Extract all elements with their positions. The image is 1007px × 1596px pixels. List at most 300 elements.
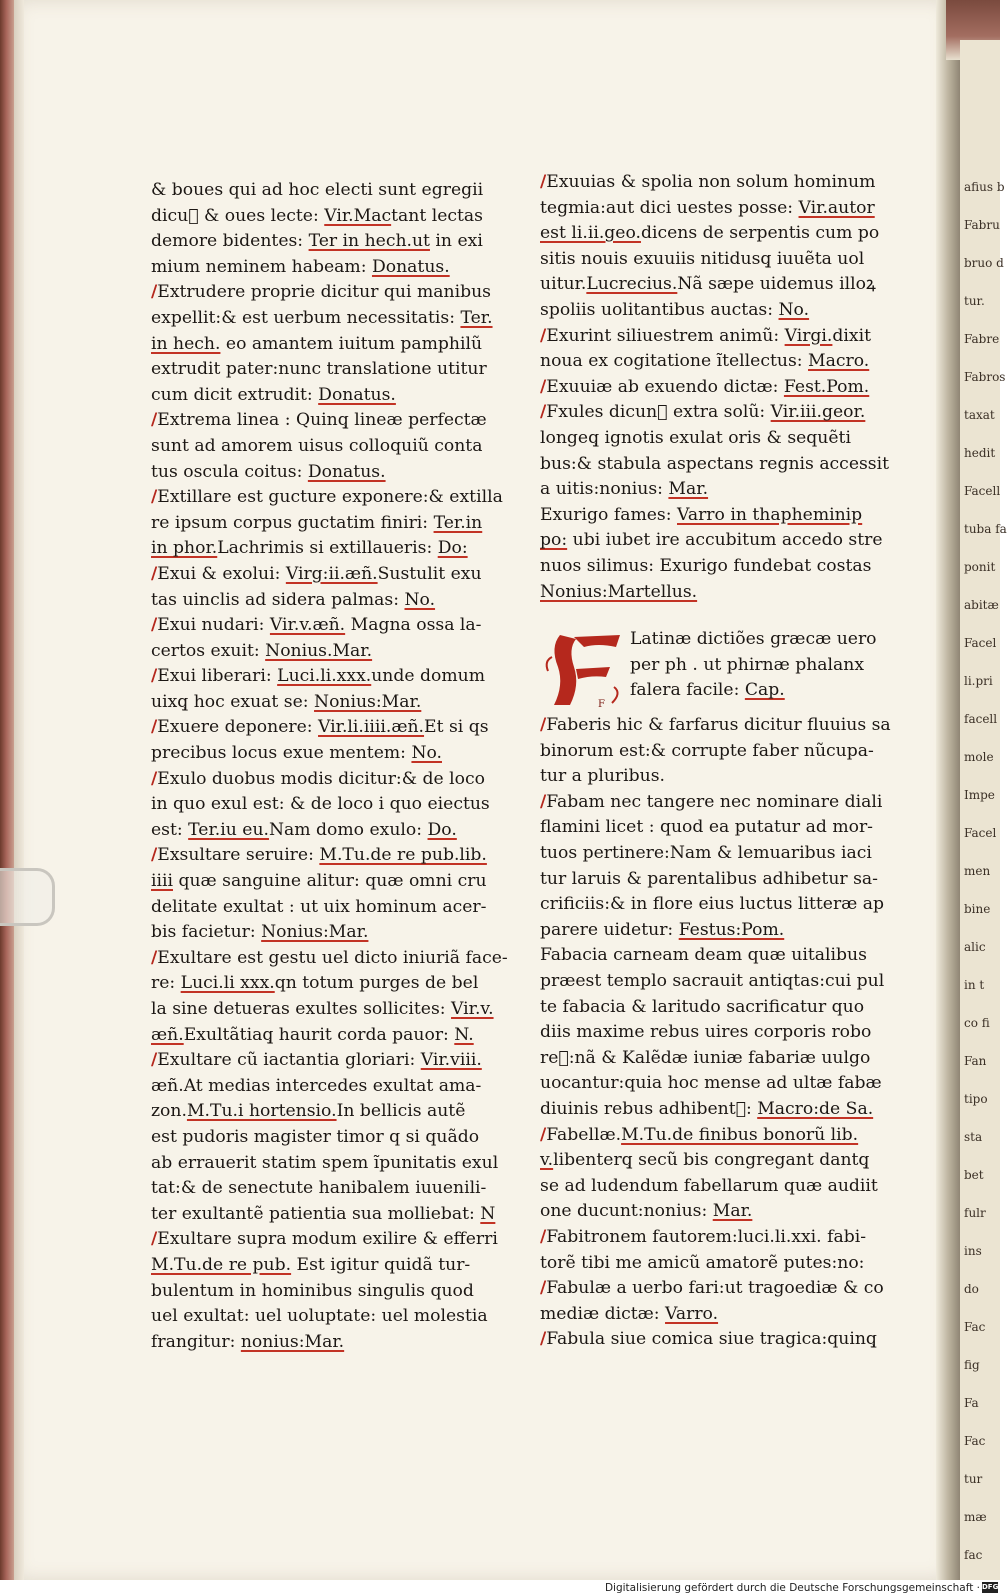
text-segment: Exurigo fames: [540,504,677,525]
right-column-upper-entries [540,170,900,605]
text-segment: a uitis:nonius: [540,479,669,500]
text-segment: bus:& stabula aspectans regnis accessit [540,453,890,474]
text-segment: in quo exul est: & de loco i quo eiectus [151,794,490,815]
text-line [151,997,501,1023]
text-line [151,280,501,306]
adjacent-page-fragment: Fan [964,1054,987,1068]
text-line [540,1199,900,1225]
text-segment: Exuuias & spolia non solum hominum [546,172,876,192]
source-reference: M.Tu.de finibus bonorũ lib. [621,1124,859,1145]
text-segment: ter exultantẽ patientia sua molliebat: [151,1203,481,1224]
initial-paragraph-text [630,627,877,704]
paragraph-mark-icon: / [540,715,547,736]
adjacent-page-fragment: li.pri [964,674,993,688]
text-line [540,1097,900,1123]
text-line [151,664,501,690]
paragraph-mark-icon: / [540,1278,547,1299]
text-segment: crificiis:& in flore eius luctus litteræ ap [540,894,885,915]
paragraph-mark-icon: / [540,376,547,397]
text-segment: Exulo duobus modis dicitur:& de loco [157,768,485,789]
source-reference: est li.ii.geo. [540,223,641,244]
text-line [540,272,900,298]
adjacent-page-fragment: bruo d [964,256,1004,270]
adjacent-page-fragment: tur [964,1472,983,1486]
text-line [540,477,900,503]
text-segment: Extrema linea : Quinq̧ lineæ perfectæ [157,410,487,431]
source-reference: N [480,1203,496,1224]
text-segment: tur laruis & parentalibus adhibetur sa- [540,868,878,889]
source-reference: Luci.li.xxx. [277,666,372,687]
source-reference: Ter. [460,307,493,328]
text-line [151,1023,501,1049]
text-segment: falera facile: [630,680,745,701]
text-line [540,841,900,867]
paragraph-mark-icon: / [151,487,158,508]
text-segment: Fabula siue comica siue tragica:quinq̧ [546,1329,877,1350]
adjacent-page-fragment: sta [964,1130,983,1144]
text-line [540,713,900,739]
source-reference: Nonius:Mar. [261,922,369,943]
text-segment: te fabacia & laritudo sacrificatur quo [540,996,865,1017]
text-segment: torẽ tibi me amicũ amatorẽ putes:no: [540,1252,865,1273]
text-segment: tuos pertinere:Nam & lemuaribus iaci [540,843,872,864]
text-segment: diuinis rebus adhibentᷓ: [540,1099,758,1119]
paragraph-mark-icon: / [540,791,547,812]
text-segment: certos exuit: [151,640,266,661]
source-reference: in hech. [151,333,221,354]
text-line [151,1304,501,1330]
text-segment: uixq̧ hoc exuat se: [151,691,315,712]
text-segment: spoliis uolitantibus auctas: [540,299,779,320]
text-line [151,1227,501,1253]
right-text-column [540,170,900,1353]
text-line [151,229,501,255]
text-segment: Fabitronem fautorem:luci.li.xxi. fabi- [546,1226,867,1247]
text-segment: one ducunt:nonius: [540,1201,713,1222]
text-segment: Nam domo exulo: [268,819,428,840]
text-segment: Exultare supra modum exilire & efferri [157,1229,498,1250]
right-column-lower-entries [540,713,900,1353]
text-line [151,357,501,383]
text-line [151,536,501,562]
adjacent-page-fragment: Facel [964,636,997,650]
adjacent-page-fragment: bet [964,1168,984,1182]
text-segment: se ad ludendum fabellarum quæ audiit [540,1175,878,1196]
source-reference: Do. [427,819,457,840]
text-line [630,653,877,679]
text-segment: unde domum [371,666,486,687]
adjacent-page-fragment: Fac [964,1320,986,1334]
text-line [540,918,900,944]
text-line [151,690,501,716]
paragraph-mark-icon: / [540,172,547,192]
source-reference: Donatus. [307,461,386,482]
text-line [151,178,501,204]
text-line [151,613,501,639]
source-reference: Varro. [665,1303,719,1324]
adjacent-page-fragment: fig [964,1358,980,1372]
source-reference: Mar. [712,1201,753,1222]
text-line [151,588,501,614]
text-segment: per ph . ut phirnæ phalanx [630,654,865,675]
paragraph-mark-icon: / [151,768,158,789]
text-segment: Nã sæpe uidemus illoꝝ [677,274,876,295]
text-segment: uitur. [540,274,587,295]
text-segment: eo amantem iuitum pamphilũ [220,333,483,354]
text-segment: & boues qui ad hoc electi sunt egregii [151,180,484,200]
text-segment: Exurint siliuestrem animũ: [546,325,785,346]
text-segment: binorum est:& corrupte faber nũcupa- [540,740,874,761]
text-line [540,221,900,247]
adjacent-page-fragment: mæ [964,1510,987,1524]
text-segment: dicuᷓ & oues lecte: [151,205,325,226]
adjacent-page-fragment: Facell [964,484,1001,498]
text-segment: parere uidetur: [540,919,679,940]
text-segment: In bellicis autẽ [336,1101,466,1122]
text-line [540,790,900,816]
text-line [540,349,900,375]
text-line [151,460,501,486]
text-line [540,943,900,969]
text-segment: demore bidentes: [151,231,309,252]
text-segment: Exsultare seruire: [157,845,320,866]
text-segment: la sine detueras exultes sollicites: [151,999,452,1019]
source-reference: Fest.Pom. [783,376,870,397]
text-segment: qn totum purges de bel [274,973,479,994]
text-segment: Et si qs [424,717,489,738]
text-segment: uel exultat: uel uoluptate: uel molestia [151,1306,488,1327]
source-reference: Vir.Mac [324,205,392,226]
text-segment: noua ex cogitatione ĩtellectus: [540,351,809,372]
text-segment: Exultãtiaq̧ haurit corda pauor: [183,1024,455,1045]
text-line [540,815,900,841]
text-line [151,1253,501,1279]
text-segment: mium neminem habeam: [151,256,372,277]
text-segment: nuos silimus: Exurigo fundebat costas [540,555,872,576]
text-segment: dicens de serpentis cum po [640,223,880,244]
text-segment: extrudit pater:nunc translatione utitur [151,359,487,380]
text-line [151,332,501,358]
text-line [151,818,501,844]
text-segment: Exuere deponere: [157,717,319,738]
initial-letter-text: F [598,699,605,711]
text-line [540,1276,900,1302]
source-reference: Cap. [744,680,785,701]
text-segment: ab errauerit statim spem ĩpunitatis exul [151,1152,499,1173]
text-segment: mediæ dictæ: [540,1303,666,1324]
text-segment: re ipsum corpus guctatim finiri: [151,512,434,533]
text-line [151,1279,501,1305]
adjacent-page-fragment: Fabre [964,332,1000,346]
text-line [540,580,900,606]
text-segment: Exui liberari: [157,666,278,687]
text-segment: expellit:& est uerbum necessitatis: [151,307,461,328]
source-reference: Mar. [668,479,709,500]
text-line [151,715,501,741]
text-segment: Extillare est gucture exponere:& extilla [157,487,503,508]
source-reference: po: [540,530,568,551]
text-line [151,792,501,818]
adjacent-page-fragment: taxat [964,408,995,422]
text-line [540,1123,900,1149]
source-reference: Vir.viii. [420,1050,482,1071]
text-line [151,869,501,895]
page-clip [0,868,55,926]
text-segment: sunt ad amorem uisus colloquiũ conta [151,435,483,456]
source-reference: M.Tu.de re pub.lib. [319,845,487,866]
text-segment: sitis nouis exuuiis nitidusq̧ iuuẽta uol [540,248,865,269]
book-fore-edge [0,0,14,1580]
text-line [151,767,501,793]
text-segment: Fabellæ. [546,1124,622,1145]
adjacent-page-fragment: fulr [964,1206,986,1220]
text-segment: uocantur:quia hoc mense ad ultæ fabæ [540,1073,882,1094]
adjacent-page-fragment: fac [964,1548,983,1562]
text-line [630,678,877,704]
text-line [151,562,501,588]
paragraph-mark-icon: / [540,325,547,346]
text-segment: bulentum in hominibus singulis quod [151,1280,474,1301]
source-reference: æñ. [151,1024,184,1045]
adjacent-page-fragment: Fac [964,1434,986,1448]
text-segment: Faberis hic & farfarus dicitur fluuius sa [546,715,891,736]
text-line [151,408,501,434]
source-reference: Virg:ii.æñ. [285,563,378,584]
text-segment: præest templo sacrauit antiqtas:cui pul [540,971,885,992]
adjacent-page-fragment: tur. [964,294,985,308]
text-line [151,1048,501,1074]
text-segment: Fabacia carneam deam quæ uitalibus [540,945,867,966]
text-segment: quæ sanguine alitur: quæ omni cru [173,871,487,892]
paragraph-mark-icon: / [151,615,158,636]
adjacent-page-fragment: abitæ [964,598,999,612]
text-line [540,298,900,324]
source-reference: Luci.li xxx. [180,973,275,994]
text-line [540,1251,900,1277]
text-line [151,511,501,537]
source-reference: Festus:Pom. [678,919,785,940]
adjacent-page-fragment: do [964,1282,979,1296]
source-reference: Ter.in [433,512,483,533]
source-reference: Donatus. [318,384,396,405]
text-line [540,969,900,995]
text-line [151,434,501,460]
source-reference: Macro. [808,351,870,372]
source-reference: Vir.v. [451,999,494,1019]
paragraph-mark-icon: / [540,1329,547,1350]
adjacent-page-fragment: mole [964,750,994,764]
text-segment: Fabam nec tangere nec nominare diali [546,791,883,812]
text-segment: Exultare est gestu uel dicto iniuriã face- [157,947,508,968]
text-line [540,400,900,426]
book-gutter [936,0,960,1580]
dfg-logo: DFG [982,1583,999,1591]
source-reference: M.Tu.i hortensio. [186,1101,337,1122]
adjacent-page-fragment: tipo [964,1092,988,1106]
text-line [151,383,501,409]
adjacent-page-fragment: hedit [964,446,996,460]
source-reference: Ter.iu eu. [188,819,269,840]
source-reference: Vir.autor [798,197,875,218]
text-segment: Est igitur quidã tur- [291,1254,471,1275]
text-line [540,1225,900,1251]
source-reference: Varro in thapheminip [677,504,863,525]
text-line [151,1099,501,1125]
source-reference: No. [778,299,810,320]
text-line [151,741,501,767]
text-segment: reᷓ:nã & Kalẽdæ iuniæ fabariæ uulgo [540,1047,871,1068]
adjacent-page-fragment: Fabru [964,218,1000,232]
text-segment: tat:& de senectute hanibalem iuuenili- [151,1178,487,1199]
initial-letter-paragraph [540,627,900,713]
text-line [540,764,900,790]
paragraph-mark-icon: / [151,717,158,738]
text-segment: Exuuiæ ab exuendo dictæ: [546,376,784,397]
text-segment: Latinæ dictiões græcæ uero [630,629,877,650]
text-line [151,971,501,997]
adjacent-page-fragment: Fa [964,1396,979,1410]
text-segment: tur a pluribus. [540,766,666,787]
text-line [540,892,900,918]
adjacent-page-fragment: ins [964,1244,982,1258]
text-line [151,920,501,946]
paragraph-mark-icon: / [151,1050,158,1071]
text-line [151,1176,501,1202]
text-line [540,1046,900,1072]
source-reference: v. [540,1150,554,1171]
source-reference: No. [411,743,442,764]
text-segment: Magna ossa la- [345,615,482,636]
text-segment: flamini licet : quod ea putatur ad mor- [540,817,873,838]
text-line [540,1020,900,1046]
adjacent-page-fragment: Impe [964,788,995,802]
source-reference: Nonius:Martellus. [540,581,698,602]
text-segment: longeq̧ ignotis exulat oris & sequẽti [540,427,851,448]
footer-credit: Digitalisierung gefördert durch die Deutsche Forschungsgemeinschaft · [604,1582,980,1594]
text-line [540,247,900,273]
adjacent-page-fragment: men [964,864,991,878]
text-segment: est pudoris magister timor q si quãdo [151,1126,480,1147]
source-reference: Nonius.Mar. [265,640,373,661]
source-reference: Vir.iii.geor. [770,402,866,423]
text-line [151,485,501,511]
page-stack-left [14,0,24,1580]
text-line [540,867,900,893]
text-line [540,995,900,1021]
text-segment: in exi [429,231,483,252]
text-segment: Exultare cũ iactantia gloriari: [157,1050,421,1071]
text-segment: Exui nudari: [157,615,270,636]
text-line [151,306,501,332]
text-line [540,1071,900,1097]
paragraph-mark-icon: / [151,666,158,687]
text-line [151,255,501,281]
text-segment: re: [151,973,181,994]
paragraph-mark-icon: / [151,563,158,584]
source-reference: No. [404,589,436,610]
text-segment: tas uinclis ad sidera palmas: [151,589,405,610]
text-segment: Sustulit exu [377,563,482,584]
source-reference: Vir.v.æñ. [269,615,346,636]
text-line [151,895,501,921]
text-segment: dixit [832,325,872,346]
source-reference: Vir.li.iiii.æñ. [318,717,425,738]
source-reference: in phor. [151,538,218,559]
text-line [540,739,900,765]
text-line [540,375,900,401]
text-segment: tant lectas [391,205,483,226]
paragraph-mark-icon: / [151,410,158,431]
adjacent-page-fragment: ponit [964,560,996,574]
source-reference: iiii [151,871,173,892]
text-segment: diis maxime rebus uires corporis robo [540,1022,872,1043]
text-line [151,639,501,665]
paragraph-mark-icon: / [151,1229,158,1250]
adjacent-page-fragment: bine [964,902,991,916]
decorated-initial-f-icon [540,627,626,713]
text-segment: zon. [151,1101,187,1122]
text-line [540,1148,900,1174]
text-segment: Lachrimis si extillaueris: [217,538,438,559]
text-segment: ubi iubet ire accubitum accedo stre [567,530,883,551]
text-segment: precibus locus exue mentem: [151,743,412,764]
adjacent-page-fragment: Facel [964,826,997,840]
text-line [540,503,900,529]
source-reference: Donatus. [371,256,450,277]
paragraph-mark-icon: / [540,1226,547,1247]
text-line [151,946,508,972]
text-line [540,170,900,196]
text-line [151,204,501,230]
text-segment: æñ.At medias intercedes exultat ama- [151,1075,482,1096]
adjacent-page-fragment: Fabros [964,370,1006,384]
left-text-column [151,178,508,1355]
adjacent-page-fragment: tuba fa [964,522,1007,536]
text-segment: cum dicit extrudit: [151,384,319,405]
text-line [151,1074,501,1100]
text-segment: tus oscula coitus: [151,461,308,482]
paragraph-mark-icon: / [540,402,547,423]
text-line [540,426,900,452]
text-segment: Exui & exolui: [157,563,286,584]
text-line [540,1174,900,1200]
source-reference: Virgi. [784,325,833,346]
adjacent-page-margin [960,40,1007,1580]
text-segment: frangitur: [151,1331,241,1352]
text-line [540,324,900,350]
source-reference: Macro:de Sa. [757,1099,874,1119]
text-segment: libenterq̧ secũ bis congregant dantq̧ [553,1150,870,1171]
text-line [151,843,501,869]
adjacent-page-fragment: co fi [964,1016,990,1030]
source-reference: Do: [437,538,468,559]
text-line [630,627,877,653]
text-segment: est: [151,819,189,840]
text-line [540,1327,900,1353]
text-line [151,1202,501,1228]
text-line [151,1125,501,1151]
text-segment: Fabulæ a uerbo fari:ut tragoediæ & co [546,1278,884,1299]
source-reference: Nonius:Mar. [314,691,422,712]
text-segment: tegmia:aut dici uestes posse: [540,197,799,218]
text-segment: Fxules dicunᷓ extra solũ: [546,402,771,423]
text-line [151,1330,501,1356]
book-page [24,0,956,1580]
text-line [540,554,900,580]
paragraph-mark-icon: / [151,282,158,303]
paragraph-mark-icon: / [151,845,158,866]
text-line [151,1151,501,1177]
